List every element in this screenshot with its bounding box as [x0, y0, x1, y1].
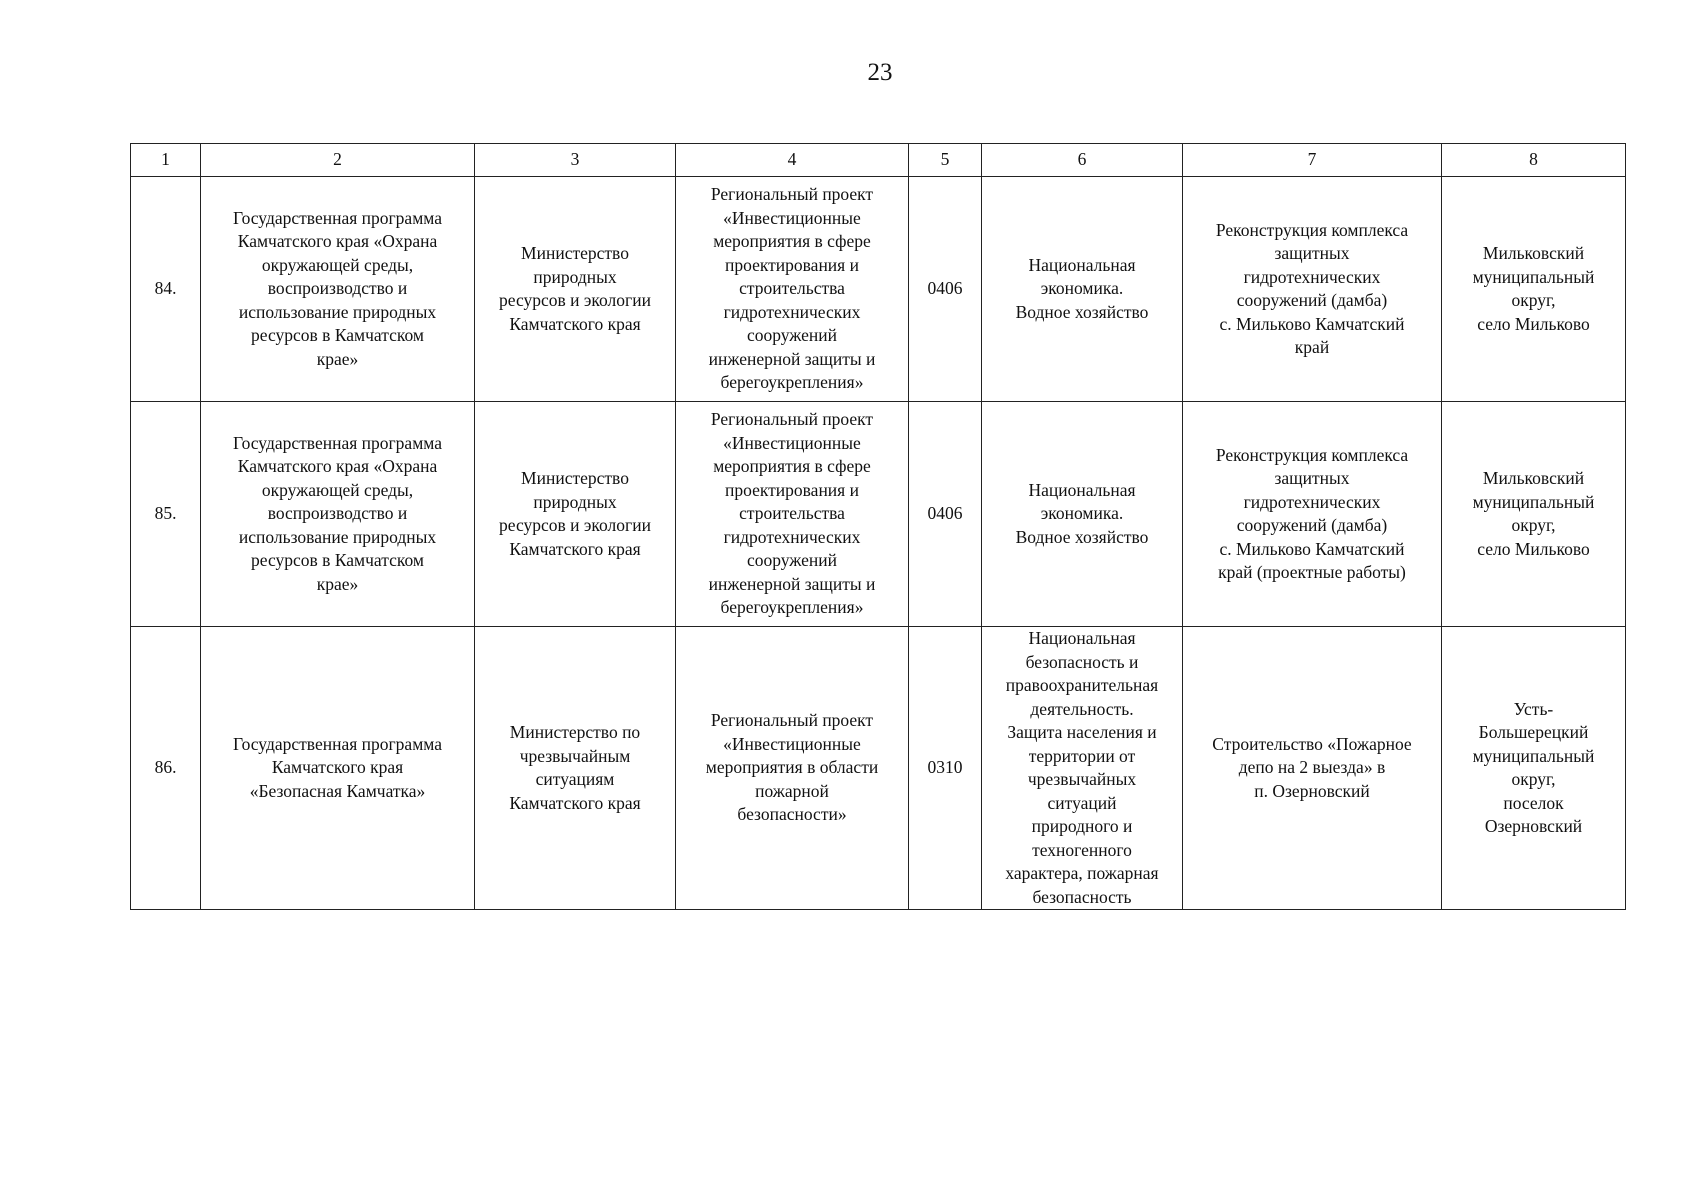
- code-cell: [909, 177, 982, 402]
- table-row: [131, 177, 1626, 402]
- project-text: Региональный проект «Инвестиционные мероприятия в сфере проектирования и строительства гидротехнических сооружений инженерной защиты и берегоукрепления»: [708, 184, 876, 393]
- object-cell: [1183, 402, 1442, 627]
- program-cell: [201, 627, 475, 910]
- program-text: Государственная программа Камчатского края «Охрана окружающей среды, воспроизводство и использование природных ресурсов в Камчатском крае»: [233, 207, 442, 369]
- code-text: 0310: [927, 757, 963, 778]
- table-row: [131, 402, 1626, 627]
- location-text: Усть- Большерецкий муниципальный округ, поселок Озерновский: [1472, 698, 1595, 836]
- column-header-5: 5: [909, 144, 982, 177]
- ministry-cell: [475, 627, 676, 910]
- column-header-3: 3: [475, 144, 676, 177]
- ministry-text: Министерство природных ресурсов и экологии Камчатского края: [499, 243, 651, 334]
- row-number-cell: [131, 177, 201, 402]
- row-number: 84.: [154, 278, 177, 299]
- object-text: Строительство «Пожарное депо на 2 выезда» в п. Озерновский: [1212, 733, 1412, 801]
- object-text: Реконструкция комплекса защитных гидротехнических сооружений (дамба) с. Мильково Камчатский край (проектные работы): [1215, 444, 1409, 582]
- object-cell: [1183, 627, 1442, 910]
- program-cell: [201, 402, 475, 627]
- location-text: Мильковский муниципальный округ, село Мильково: [1472, 468, 1595, 559]
- row-number-cell: [131, 627, 201, 910]
- section-text: Национальная безопасность и правоохранительная деятельность. Защита населения и территории от чрезвычайных ситуаций природного и техногенного характера, пожарная безопасность: [1005, 628, 1159, 907]
- column-header-7: 7: [1183, 144, 1442, 177]
- page-number: 23: [867, 59, 893, 86]
- program-text: Государственная программа Камчатского края «Охрана окружающей среды, воспроизводство и использование природных ресурсов в Камчатском крае»: [233, 432, 442, 594]
- program-cell: [201, 177, 475, 402]
- project-cell: [676, 627, 909, 910]
- column-header-2: 2: [201, 144, 475, 177]
- object-table: [130, 143, 1626, 910]
- header-row: [131, 144, 1626, 177]
- code-cell: [909, 402, 982, 627]
- object-text: Реконструкция комплекса защитных гидротехнических сооружений (дамба) с. Мильково Камчатский край: [1215, 219, 1409, 357]
- project-text: Региональный проект «Инвестиционные мероприятия в сфере проектирования и строительства гидротехнических сооружений инженерной защиты и берегоукрепления»: [708, 409, 876, 618]
- project-text: Региональный проект «Инвестиционные мероприятия в области пожарной безопасности»: [705, 710, 879, 825]
- ministry-cell: [475, 402, 676, 627]
- location-cell: [1442, 177, 1626, 402]
- section-text: Национальная экономика. Водное хозяйство: [1015, 479, 1149, 547]
- code-text: 0406: [927, 503, 963, 524]
- program-text: Государственная программа Камчатского края «Безопасная Камчатка»: [233, 733, 442, 801]
- column-header-8: 8: [1442, 144, 1626, 177]
- code-cell: [909, 627, 982, 910]
- section-cell: [982, 402, 1183, 627]
- ministry-text: Министерство природных ресурсов и экологии Камчатского края: [499, 468, 651, 559]
- location-cell: [1442, 402, 1626, 627]
- row-number: 86.: [154, 757, 177, 778]
- object-cell: [1183, 177, 1442, 402]
- row-number-cell: [131, 402, 201, 627]
- code-text: 0406: [927, 278, 963, 299]
- row-number: 85.: [154, 503, 177, 524]
- section-cell: [982, 627, 1183, 910]
- column-header-4: 4: [676, 144, 909, 177]
- ministry-cell: [475, 177, 676, 402]
- project-cell: [676, 402, 909, 627]
- project-cell: [676, 177, 909, 402]
- column-header-1: 1: [131, 144, 201, 177]
- location-cell: [1442, 627, 1626, 910]
- table-row: [131, 627, 1626, 910]
- section-text: Национальная экономика. Водное хозяйство: [1015, 254, 1149, 322]
- location-text: Мильковский муниципальный округ, село Мильково: [1472, 243, 1595, 334]
- section-cell: [982, 177, 1183, 402]
- ministry-text: Министерство по чрезвычайным ситуациям Камчатского края: [509, 722, 641, 813]
- column-header-6: 6: [982, 144, 1183, 177]
